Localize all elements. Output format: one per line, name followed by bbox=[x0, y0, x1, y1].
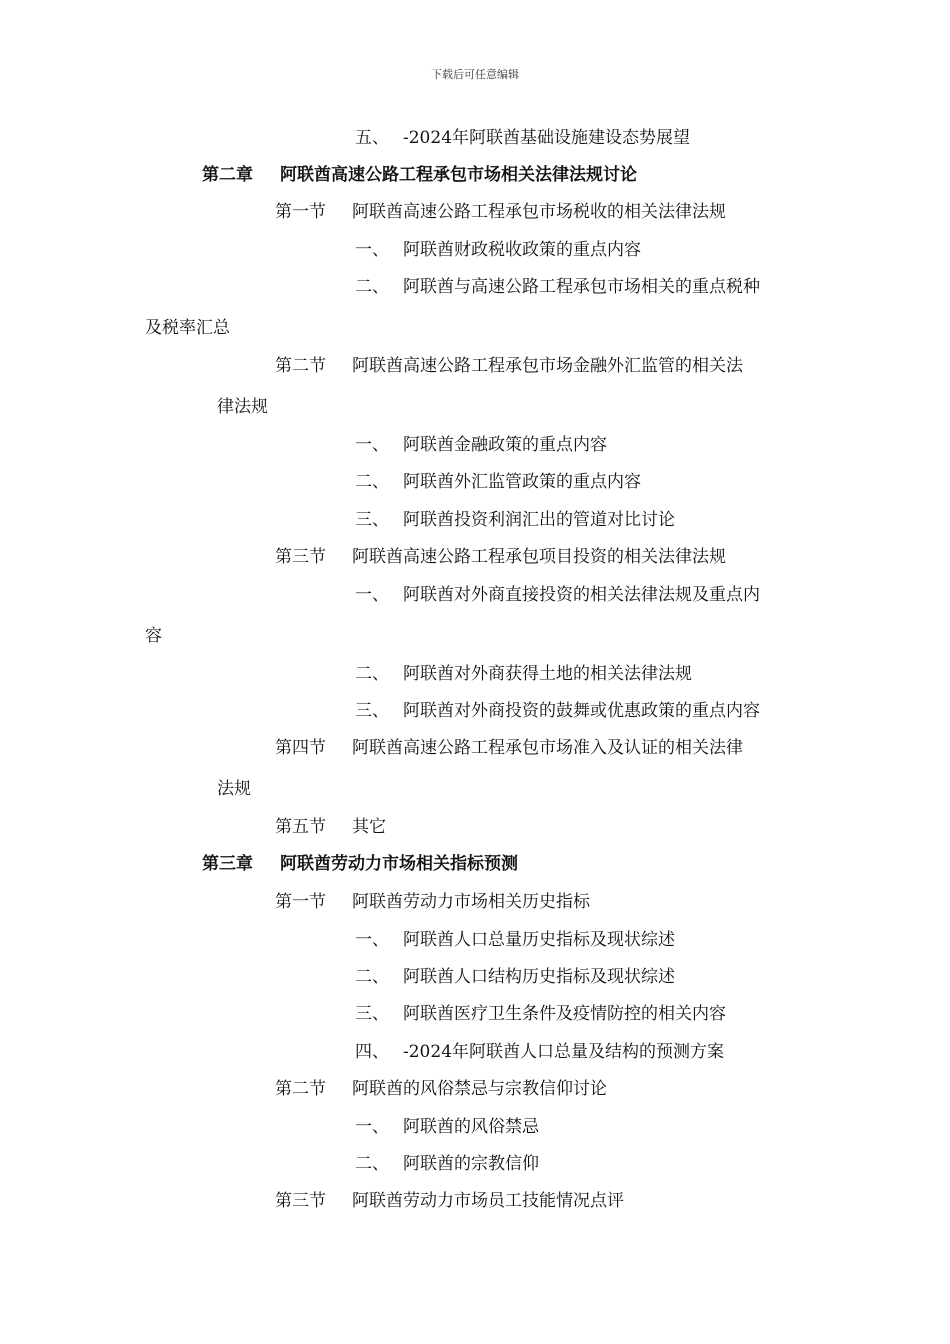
toc-section bbox=[275, 816, 386, 838]
toc-section-number: 第二节 bbox=[275, 1079, 326, 1099]
toc-continuation: 法规 bbox=[217, 779, 251, 799]
toc-item-title: 阿联酋的宗教信仰 bbox=[403, 1154, 539, 1174]
toc-chapter-number: 第三章 bbox=[202, 854, 253, 874]
toc-item-title: -2024年阿联酋基础设施建设态势展望 bbox=[403, 128, 691, 148]
toc-item bbox=[355, 584, 760, 606]
toc-section bbox=[275, 737, 743, 759]
toc-continuation: 容 bbox=[145, 626, 162, 646]
toc-section-title: 阿联酋劳动力市场员工技能情况点评 bbox=[352, 1191, 624, 1211]
toc-item bbox=[355, 663, 692, 685]
toc-item-title: 阿联酋对外商获得土地的相关法律法规 bbox=[403, 664, 692, 684]
toc-item-number: 二、 bbox=[355, 277, 389, 297]
toc-item bbox=[355, 1116, 539, 1138]
toc-continuation: 律法规 bbox=[217, 397, 268, 417]
toc-item-number: 三、 bbox=[355, 701, 389, 721]
toc-item-number: 一、 bbox=[355, 585, 389, 605]
toc-section bbox=[275, 1078, 607, 1100]
toc-item-title: 阿联酋对外商直接投资的相关法律法规及重点内 bbox=[403, 585, 760, 605]
toc-section-number: 第二节 bbox=[275, 356, 326, 376]
toc-chapter bbox=[202, 164, 637, 186]
toc-item-title: 阿联酋的风俗禁忌 bbox=[403, 1117, 539, 1137]
toc-item bbox=[355, 509, 675, 531]
toc-item-title: 阿联酋投资利润汇出的管道对比讨论 bbox=[403, 510, 675, 530]
toc-item-number: 一、 bbox=[355, 930, 389, 950]
toc-item bbox=[355, 1153, 539, 1175]
toc-section-title: 其它 bbox=[352, 817, 386, 837]
toc-section-number: 第一节 bbox=[275, 202, 326, 222]
toc-item bbox=[355, 966, 675, 988]
toc-section bbox=[275, 201, 726, 223]
toc-section bbox=[275, 891, 590, 913]
toc-chapter-title: 阿联酋高速公路工程承包市场相关法律法规讨论 bbox=[280, 165, 637, 185]
toc-section-number: 第五节 bbox=[275, 817, 326, 837]
toc-item-number: 四、 bbox=[355, 1042, 389, 1062]
toc-item bbox=[355, 1041, 724, 1063]
toc-item-number: 五、 bbox=[355, 128, 389, 148]
toc-section-number: 第四节 bbox=[275, 738, 326, 758]
toc-item-title: 阿联酋医疗卫生条件及疫情防控的相关内容 bbox=[403, 1004, 726, 1024]
toc-section-number: 第一节 bbox=[275, 892, 326, 912]
toc-section-number: 第三节 bbox=[275, 547, 326, 567]
toc-item-title: 阿联酋人口结构历史指标及现状综述 bbox=[403, 967, 675, 987]
toc-section-title: 阿联酋高速公路工程承包市场准入及认证的相关法律 bbox=[352, 738, 743, 758]
toc-chapter bbox=[202, 853, 518, 875]
toc-item-title: 阿联酋与高速公路工程承包市场相关的重点税种 bbox=[403, 277, 760, 297]
toc-section-title: 阿联酋的风俗禁忌与宗教信仰讨论 bbox=[352, 1079, 607, 1099]
toc-section-title: 阿联酋高速公路工程承包市场税收的相关法律法规 bbox=[352, 202, 726, 222]
toc-item-number: 二、 bbox=[355, 1154, 389, 1174]
toc-item-number: 二、 bbox=[355, 967, 389, 987]
toc-item-title: 阿联酋金融政策的重点内容 bbox=[403, 435, 607, 455]
toc-section-number: 第三节 bbox=[275, 1191, 326, 1211]
toc-item bbox=[355, 929, 675, 951]
toc-item-number: 一、 bbox=[355, 1117, 389, 1137]
toc-section bbox=[275, 355, 743, 377]
toc-item bbox=[355, 700, 760, 722]
toc-item bbox=[355, 276, 760, 298]
toc-item-title: 阿联酋外汇监管政策的重点内容 bbox=[403, 472, 641, 492]
toc-section-title: 阿联酋高速公路工程承包市场金融外汇监管的相关法 bbox=[352, 356, 743, 376]
toc-section bbox=[275, 1190, 624, 1212]
toc-chapter-number: 第二章 bbox=[202, 165, 253, 185]
toc-item-number: 一、 bbox=[355, 435, 389, 455]
toc-item-number: 三、 bbox=[355, 510, 389, 530]
toc-item bbox=[355, 239, 641, 261]
page-header: 下载后可任意编辑 bbox=[431, 68, 519, 81]
toc-item bbox=[355, 127, 690, 149]
toc-item-number: 二、 bbox=[355, 664, 389, 684]
toc-chapter-title: 阿联酋劳动力市场相关指标预测 bbox=[280, 854, 518, 874]
toc-item-title: 阿联酋财政税收政策的重点内容 bbox=[403, 240, 641, 260]
toc-item-number: 三、 bbox=[355, 1004, 389, 1024]
toc-item bbox=[355, 471, 641, 493]
toc-item-title: 阿联酋人口总量历史指标及现状综述 bbox=[403, 930, 675, 950]
toc-continuation: 及税率汇总 bbox=[145, 318, 230, 338]
toc-item-title: 阿联酋对外商投资的鼓舞或优惠政策的重点内容 bbox=[403, 701, 760, 721]
toc-item-title: -2024年阿联酋人口总量及结构的预测方案 bbox=[403, 1042, 725, 1062]
toc-section-title: 阿联酋劳动力市场相关历史指标 bbox=[352, 892, 590, 912]
toc-section-title: 阿联酋高速公路工程承包项目投资的相关法律法规 bbox=[352, 547, 726, 567]
toc-section bbox=[275, 546, 726, 568]
toc-item-number: 二、 bbox=[355, 472, 389, 492]
toc-item bbox=[355, 1003, 726, 1025]
toc-item bbox=[355, 434, 607, 456]
toc-item-number: 一、 bbox=[355, 240, 389, 260]
